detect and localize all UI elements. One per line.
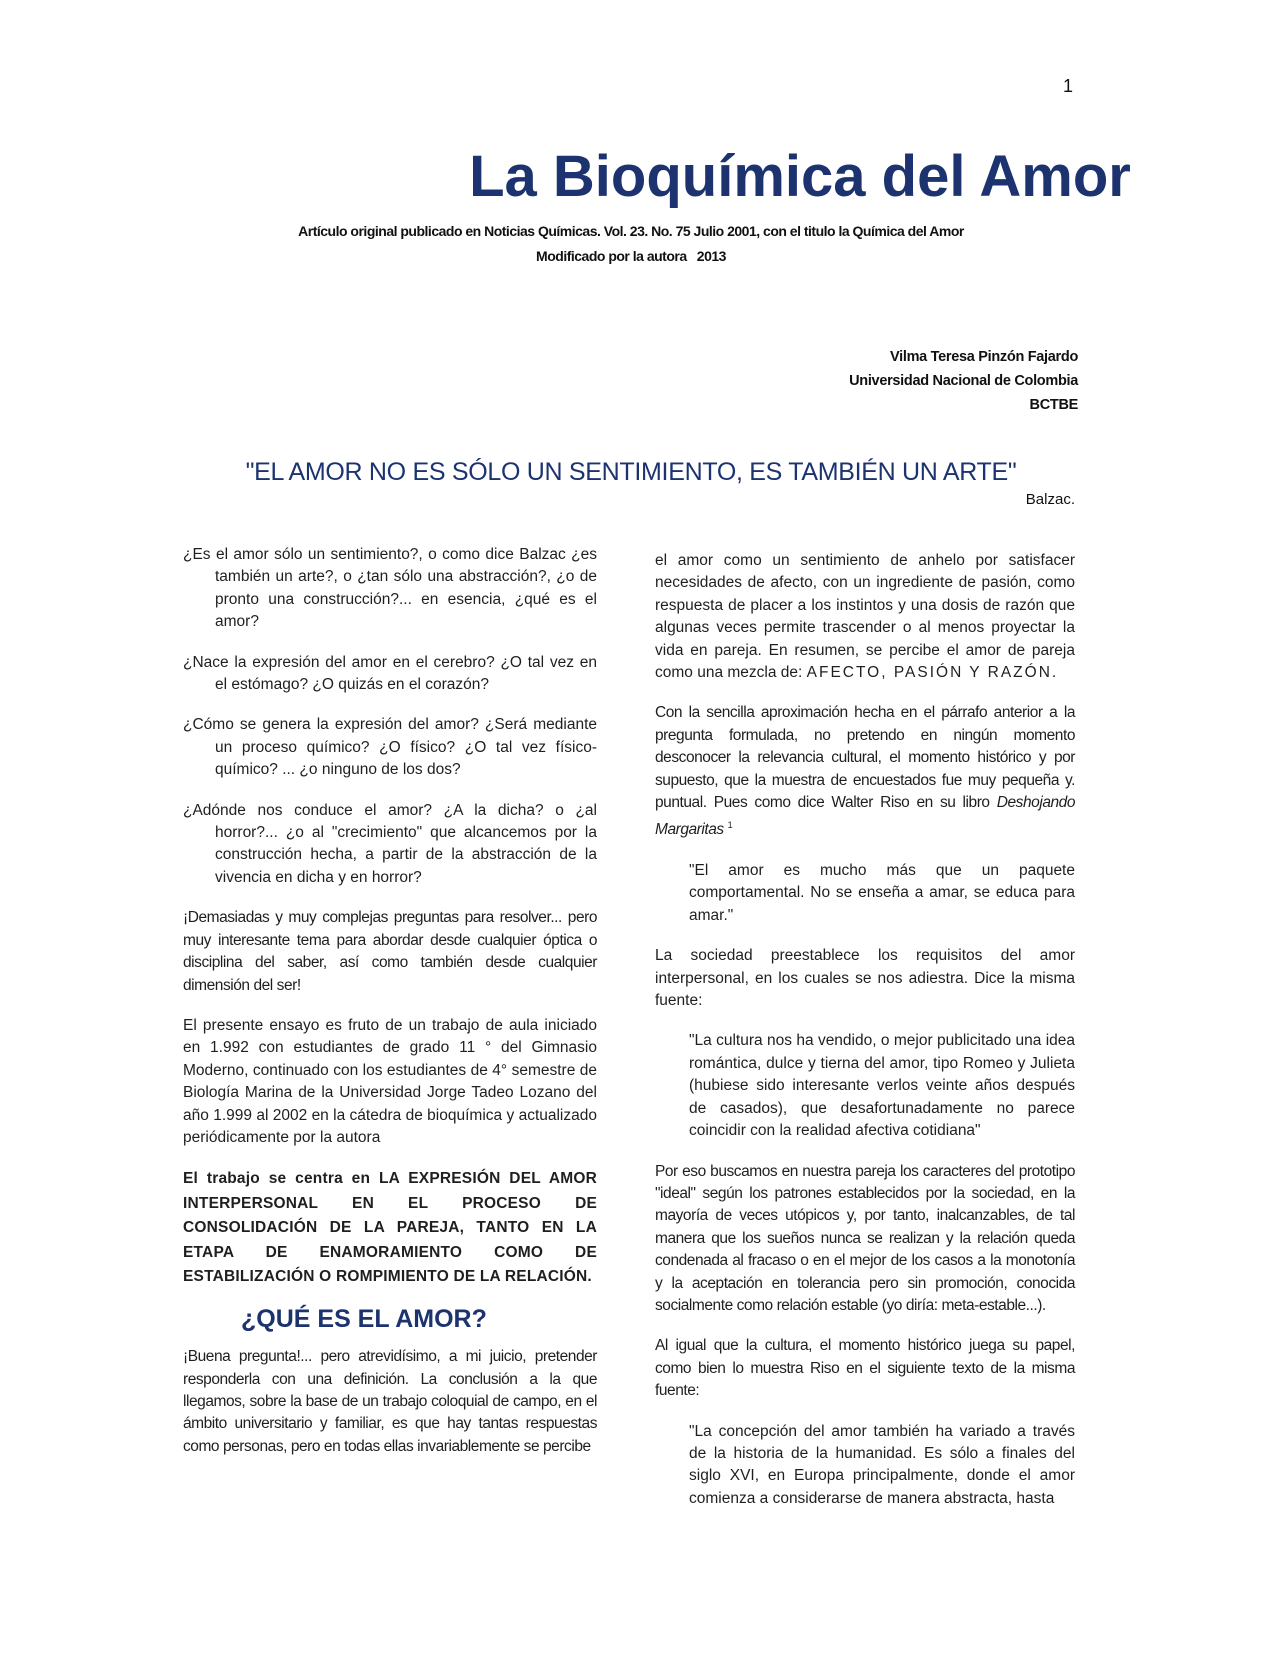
definition-emphasis: AFECTO, PASIÓN Y RAZÓN. [806, 664, 1059, 682]
paragraph-society: La sociedad preestablece los requisitos del amor interpersonal, en los cuales se nos adiestra. Dice la misma fuente: [655, 947, 1075, 1010]
author-name: Vilma Teresa Pinzón Fajardo [890, 349, 1078, 365]
author-university: Universidad Nacional de Colombia [849, 373, 1078, 389]
blockquote-2: "La cultura nos ha vendido, o mejor publicitado una idea romántica, dulce y tierna del amor, tipo Romeo y Julieta (hubiese sido interesante verlos veinte años después de casados), que desafortunadamente no parece coincidir con la realidad afectiva cotidiana" [689, 1032, 1075, 1140]
blockquote-1: "El amor es mucho más que un paquete comportamental. No se enseña a amar, se educa para amar." [689, 862, 1075, 924]
left-column [183, 544, 597, 1476]
paragraph-answer: ¡Buena pregunta!... pero atrevidísimo, a mi juicio, pretender responderla con una definición. La conclusión a la que llegamos, sobre la base de un trabajo coloquial de campo, en el ámbito universitario y familiar, es que hay tantas respuestas como personas, pero en todas ellas invariablemente se percibe [183, 1348, 597, 1455]
question-1: ¿Es el amor sólo un sentimiento?, o como dice Balzac ¿es también un arte?, o ¿tan sólo una abstracción?, ¿o de pronto una construcción?... en esencia, ¿qué es el amor? [183, 546, 597, 631]
question-4: ¿Adónde nos conduce el amor? ¿A la dicha? o ¿al horror?... ¿o al "crecimiento" que alcancemos por la construcción hecha, a partir de la abstracción de la vivencia en dicha y en horror? [183, 801, 597, 886]
document-title: La Bioquímica del Amor [469, 144, 1131, 209]
author-dept: BCTBE [1029, 397, 1078, 413]
paragraph-origin: El presente ensayo es fruto de un trabajo de aula iniciado en 1.992 con estudiantes de grado 11 ° del Gimnasio Moderno, continuado con los estudiantes de 4° semestre de Biología Marina de la Universidad Jorge Tadeo Lozano del año 1.999 al 2002 en la cátedra de bioquímica y actualizado periódicamente por la autora [183, 1016, 597, 1146]
paragraph-history: Al igual que la cultura, el momento histórico juega su papel, como bien lo muestra Riso en el siguiente texto de la misma fuente: [655, 1337, 1075, 1400]
paragraph-intro: ¡Demasiadas y muy complejas preguntas para resolver... pero muy interesante tema para abordar desde cualquier óptica o disciplina del saber, así como también desde cualquier dimensión del ser! [183, 909, 597, 994]
paragraph-definition [655, 550, 1075, 684]
subtitle-modified: Modificado por la autora 2013 [536, 248, 726, 264]
author-block [849, 345, 1078, 417]
book-title: Deshojando Margaritas [655, 794, 1075, 839]
right-column [655, 550, 1075, 1528]
section-title: ¿QUÉ ES EL AMOR? [241, 1304, 487, 1333]
epigraph-author: Balzac. [1025, 491, 1075, 508]
question-3: ¿Cómo se genera la expresión del amor? ¿Será mediante un proceso químico? ¿O físico? ¿O tal vez físico-químico? ... ¿o ninguno de los dos? [183, 716, 597, 779]
epigraph-quote: "EL AMOR NO ES SÓLO UN SENTIMIENTO, ES TAMBIÉN UN ARTE" [245, 458, 1017, 486]
paragraph-context [655, 702, 1075, 842]
paragraph-ideal: Por eso buscamos en nuestra pareja los caracteres del prototipo "ideal" según los patrones establecidos por la sociedad, en la mayoría de veces utópicos y, por tanto, inalcanzables, de tal manera que los sueños nunca se realizan y la relación queda condenada al fracaso o en el mejor de los casos a la monotonía y la aceptación en tolerancia pero sin promoción, conocida socialmente como relación estable (yo diría: meta-estable...). [655, 1162, 1075, 1314]
subtitle-publication: Artículo original publicado en Noticias Químicas. Vol. 23. No. 75 Julio 2001, con el titulo la Química del Amor [298, 223, 964, 239]
footnote-ref: 1 [727, 820, 733, 831]
page-number: 1 [1063, 76, 1074, 96]
blockquote-3: "La concepción del amor también ha variado a través de la historia de la humanidad. Es sólo a finales del siglo XVI, en Europa principalmente, donde el amor comienza a considerarse de manera abstracta, hasta [689, 1422, 1075, 1507]
question-2: ¿Nace la expresión del amor en el cerebro? ¿O tal vez en el estómago? ¿O quizás en el corazón? [183, 653, 597, 694]
context-text: Con la sencilla aproximación hecha en el párrafo anterior a la pregunta formulada, no pretendo en ningún momento desconocer la relevancia cultural, el momento histórico y por supuesto, que la muestra de encuestados fue muy pequeña y. puntual. Pues como dice Walter Riso en su libro [655, 704, 1075, 812]
paragraph-focus: El trabajo se centra en LA EXPRESIÓN DEL AMOR INTERPERSONAL EN EL PROCESO DE CONSOLIDACIÓN DE LA PAREJA, TANTO EN LA ETAPA DE ENAMORAMIENTO COMO DE ESTABILIZACIÓN O ROMPIMIENTO DE LA RELACIÓN. [183, 1170, 597, 1286]
definition-text: el amor como un sentimiento de anhelo por satisfacer necesidades de afecto, con un ingrediente de pasión, como respuesta de placer a los instintos y una dosis de razón que algunas veces permite trascender o al menos proyectar la vida en pareja. En resumen, se percibe el amor de pareja como una mezcla de: [655, 552, 1075, 682]
